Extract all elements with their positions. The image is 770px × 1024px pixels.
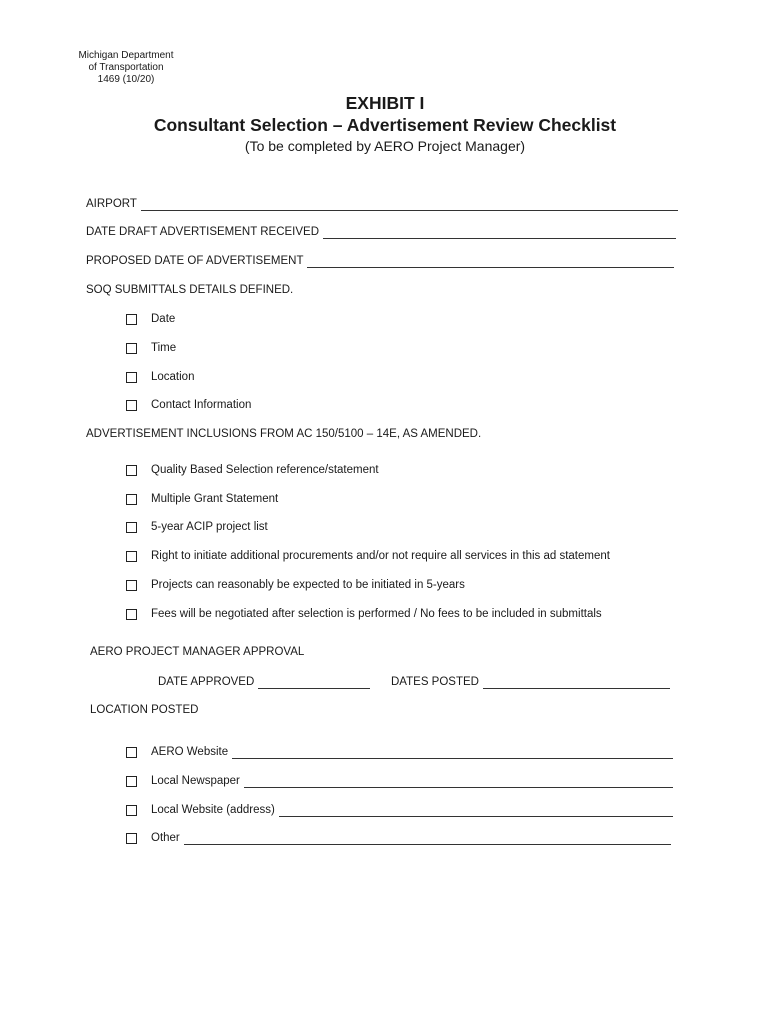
airport-blank[interactable] — [141, 199, 678, 211]
proposed-date-field[interactable] — [86, 254, 674, 268]
soq-item-label: Time — [151, 342, 177, 354]
date-approved-label: DATE APPROVED — [158, 676, 255, 688]
inclusion-item[interactable] — [126, 463, 379, 477]
airport-field[interactable] — [86, 197, 678, 211]
document-subtitle: (To be completed by AERO Project Manager) — [244, 138, 526, 154]
airport-label: AIRPORT — [86, 198, 137, 210]
inclusion-item[interactable] — [126, 520, 268, 534]
checkbox[interactable] — [126, 522, 137, 533]
inclusion-item[interactable] — [126, 578, 465, 592]
inclusion-item-label: Fees will be negotiated after selection is performed / No fees to be included in submittals — [151, 608, 602, 620]
soq-item-label: Location — [151, 371, 195, 383]
checkbox[interactable] — [126, 343, 137, 354]
form-number: 1469 (10/20) — [97, 74, 155, 85]
checkbox[interactable] — [126, 805, 137, 816]
soq-item-contact[interactable] — [126, 398, 251, 412]
inclusion-item[interactable] — [126, 549, 610, 563]
dates-posted-blank[interactable] — [483, 677, 670, 689]
inclusion-item-label: Right to initiate additional procurements and/or not require all services in this ad statement — [151, 550, 610, 562]
date-draft-field[interactable] — [86, 225, 676, 239]
title-block — [0, 92, 770, 156]
location-blank[interactable] — [279, 805, 673, 817]
location-item-local-website[interactable] — [126, 803, 673, 817]
agency-name-line1: Michigan Department — [78, 50, 174, 61]
date-approved-blank[interactable] — [258, 677, 370, 689]
date-approved-field[interactable] — [158, 675, 370, 689]
location-item-local-newspaper[interactable] — [126, 774, 673, 788]
agency-header — [70, 50, 182, 86]
inclusion-item[interactable] — [126, 607, 602, 621]
approval-heading: AERO PROJECT MANAGER APPROVAL — [90, 646, 305, 658]
location-heading: LOCATION POSTED — [90, 704, 199, 716]
exhibit-title: EXHIBIT I — [345, 93, 425, 113]
location-field[interactable] — [151, 745, 673, 759]
location-item-aero-website[interactable] — [126, 745, 673, 759]
inclusion-item-label: Quality Based Selection reference/statement — [151, 464, 379, 476]
checkbox[interactable] — [126, 551, 137, 562]
inclusion-item-label: Projects can reasonably be expected to be initiated in 5-years — [151, 579, 465, 591]
date-draft-label: DATE DRAFT ADVERTISEMENT RECEIVED — [86, 226, 320, 238]
location-field[interactable] — [151, 774, 673, 788]
document-title: Consultant Selection – Advertisement Review Checklist — [153, 115, 617, 135]
location-item-other[interactable] — [126, 831, 671, 845]
checkbox[interactable] — [126, 580, 137, 591]
dates-posted-field[interactable] — [391, 675, 670, 689]
checkbox[interactable] — [126, 465, 137, 476]
soq-item-label: Contact Information — [151, 399, 252, 411]
checkbox[interactable] — [126, 609, 137, 620]
location-item-label: AERO Website — [151, 746, 229, 758]
proposed-date-blank[interactable] — [307, 256, 674, 268]
location-item-label: Other — [151, 832, 180, 844]
checkbox[interactable] — [126, 776, 137, 787]
inclusion-item-label: 5-year ACIP project list — [151, 521, 268, 533]
inclusions-heading: ADVERTISEMENT INCLUSIONS FROM AC 150/5100 – 14E, AS AMENDED. — [86, 428, 482, 440]
checkbox[interactable] — [126, 833, 137, 844]
soq-heading: SOQ SUBMITTALS DETAILS DEFINED. — [86, 284, 294, 296]
soq-item-date[interactable] — [126, 312, 175, 326]
checkbox[interactable] — [126, 400, 137, 411]
inclusion-item-label: Multiple Grant Statement — [151, 493, 279, 505]
date-draft-blank[interactable] — [323, 227, 676, 239]
soq-item-time[interactable] — [126, 341, 176, 355]
location-field[interactable] — [151, 831, 671, 845]
location-field[interactable] — [151, 803, 673, 817]
checkbox[interactable] — [126, 372, 137, 383]
location-blank[interactable] — [244, 776, 673, 788]
proposed-date-label: PROPOSED DATE OF ADVERTISEMENT — [86, 255, 304, 267]
soq-item-location[interactable] — [126, 370, 194, 384]
inclusion-item[interactable] — [126, 492, 278, 506]
location-blank[interactable] — [184, 833, 671, 845]
agency-name-line2: of Transportation — [88, 62, 164, 73]
checkbox[interactable] — [126, 747, 137, 758]
checkbox[interactable] — [126, 494, 137, 505]
soq-item-label: Date — [151, 313, 176, 325]
checkbox[interactable] — [126, 314, 137, 325]
location-blank[interactable] — [232, 747, 673, 759]
location-item-label: Local Newspaper — [151, 775, 240, 787]
location-item-label: Local Website (address) — [151, 804, 275, 816]
dates-posted-label: DATES POSTED — [391, 676, 479, 688]
